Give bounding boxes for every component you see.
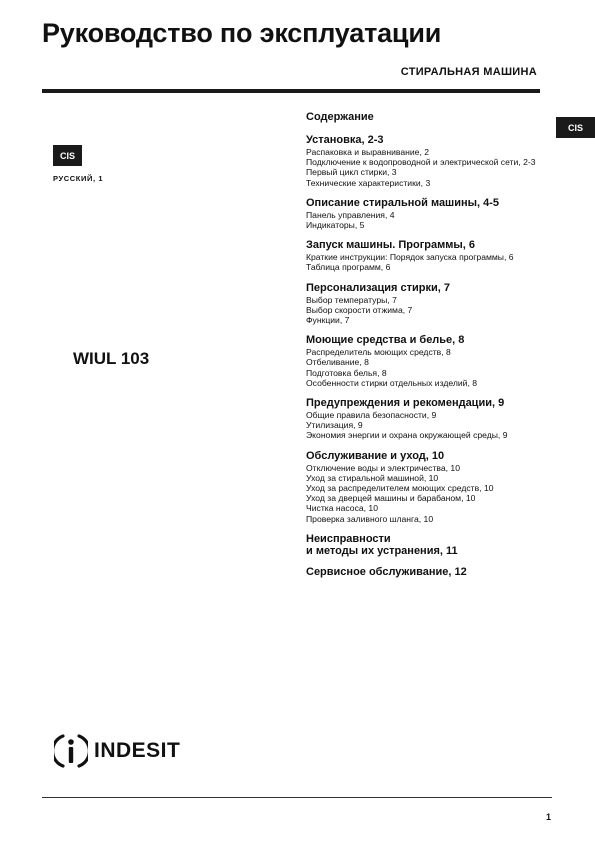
toc-item: Уход за дверцей машины и барабаном, 10 xyxy=(306,493,476,504)
toc-item: Отключение воды и электричества, 10 xyxy=(306,462,460,473)
toc-item: Технические характеристики, 3 xyxy=(306,177,431,188)
toc-section xyxy=(306,334,546,388)
toc-item: Подготовка белья, 8 xyxy=(306,367,387,378)
toc-item: Индикаторы, 5 xyxy=(306,220,365,231)
brand-logo xyxy=(54,731,180,771)
page-title: Руководство по эксплуатации xyxy=(42,18,442,48)
toc-section xyxy=(306,282,546,326)
toc-section-title: Сервисное обслуживание, 12 xyxy=(306,565,467,578)
toc-section xyxy=(306,239,546,272)
toc-section-title: Установка, 2-3 xyxy=(306,134,384,146)
toc-section xyxy=(306,450,546,524)
toc-item: Чистка насоса, 10 xyxy=(306,503,378,514)
toc-item: Уход за распределителем моющих средств, 10 xyxy=(306,483,494,494)
toc-heading: Содержание xyxy=(306,111,374,123)
toc-item: Экономия энергии и охрана окружающей среды, 9 xyxy=(306,430,508,441)
toc-item: Выбор температуры, 7 xyxy=(306,294,397,305)
toc-item: Подключение к водопроводной и электрической сети, 2-3 xyxy=(306,157,536,168)
toc-item: Уход за стиральной машиной, 10 xyxy=(306,472,439,483)
model-name: WIUL 103 xyxy=(73,349,150,368)
toc-section-title: Предупреждения и рекомендации, 9 xyxy=(306,397,505,410)
document-subtitle: СТИРАЛЬНАЯ МАШИНА xyxy=(400,66,537,78)
brand-name: INDESIT xyxy=(94,739,181,762)
toc-item: Выбор скорости отжима, 7 xyxy=(306,304,413,315)
toc-item: Панель управления, 4 xyxy=(306,209,395,220)
toc-section-title: Описание стиральной машины, 4-5 xyxy=(306,196,500,209)
toc-section-title: Неисправности и методы их устранения, 11 xyxy=(306,532,458,557)
toc-item: Первый цикл стирки, 3 xyxy=(306,167,397,178)
toc-item: Распаковка и выравнивание, 2 xyxy=(306,147,430,157)
toc-item: Таблица программ, 6 xyxy=(306,262,391,273)
toc-sections xyxy=(306,134,546,578)
toc-section xyxy=(306,566,546,578)
toc-section xyxy=(306,197,546,230)
toc-item: Утилизация, 9 xyxy=(306,420,363,431)
toc-item: Отбеливание, 8 xyxy=(306,357,369,368)
toc-item: Проверка заливного шланга, 10 xyxy=(306,513,434,524)
toc-section xyxy=(306,397,546,441)
toc-section-title: Запуск машины. Программы, 6 xyxy=(306,239,476,252)
indesit-logo-icon xyxy=(54,732,88,770)
edge-tab-badge: CIS xyxy=(556,117,595,138)
toc-section-title: Обслуживание и уход, 10 xyxy=(306,449,445,462)
language-badge: CIS xyxy=(53,145,82,166)
toc-section-title: Моющие средства и белье, 8 xyxy=(306,334,465,347)
header-divider xyxy=(42,89,540,93)
toc-item: Функции, 7 xyxy=(306,315,350,326)
toc-item: Особенности стирки отдельных изделий, 8 xyxy=(306,377,477,388)
toc-section-title: Персонализация стирки, 7 xyxy=(306,281,451,294)
toc-section xyxy=(306,134,546,188)
table-of-contents xyxy=(306,111,546,587)
page-number: 1 xyxy=(545,812,551,822)
footer-divider xyxy=(42,797,552,798)
toc-item: Общие правила безопасности, 9 xyxy=(306,410,437,421)
toc-item: Распределитель моющих средств, 8 xyxy=(306,347,451,358)
language-label: РУССКИЙ, 1 xyxy=(53,174,104,183)
toc-item: Краткие инструкции: Порядок запуска программы, 6 xyxy=(306,252,514,263)
toc-section xyxy=(306,533,546,557)
